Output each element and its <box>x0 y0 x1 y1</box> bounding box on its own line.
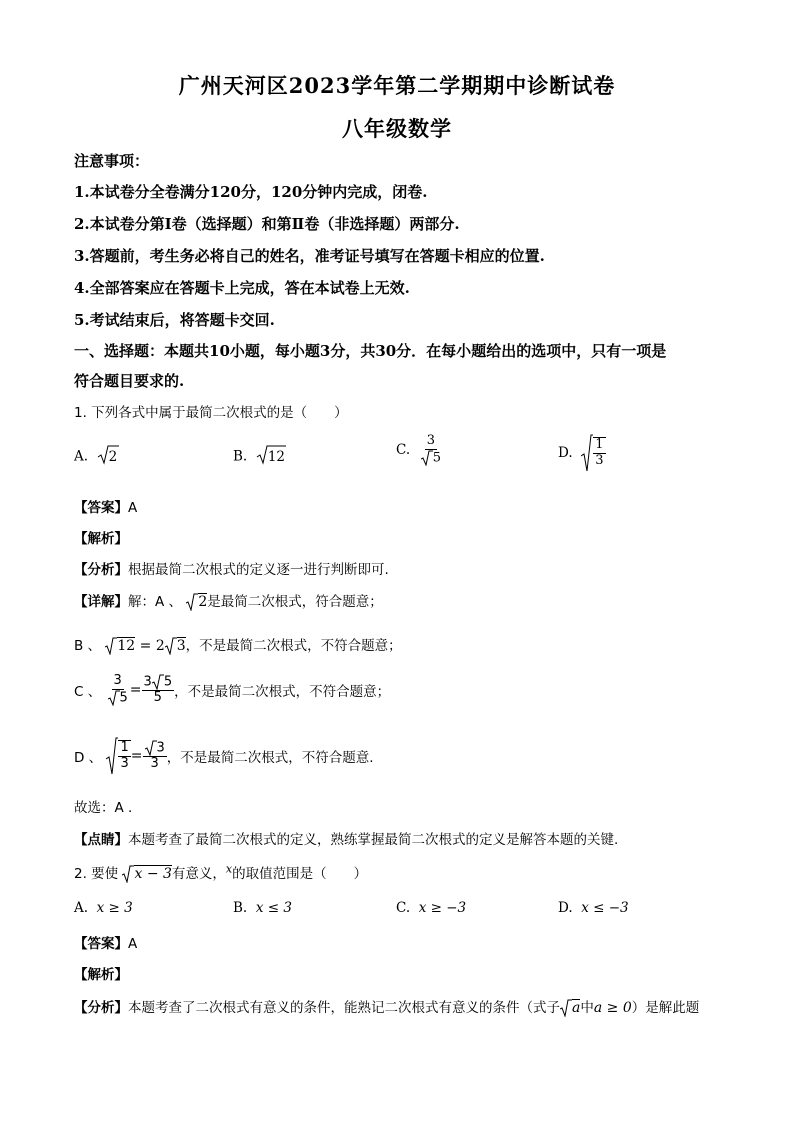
q2-fenxi-radicand: a <box>572 1000 581 1016</box>
q1-option-b-label: B. <box>233 448 248 465</box>
q1-option-c-numerator: 3 <box>426 433 436 448</box>
sqrt-icon <box>106 737 118 775</box>
q1-choose: 故选：A . <box>74 800 133 816</box>
q2-fenxi-post: ）是解此题 <box>631 1000 700 1016</box>
q1-analysis-tag <box>74 527 128 547</box>
q1-detail-d-frac1 <box>118 740 130 772</box>
q1-detail-b-post: ，不是最简二次根式，不符合题意； <box>185 638 402 654</box>
q1-detail-c-frac2 <box>142 674 175 706</box>
q1-answer-value: A <box>128 500 138 516</box>
sqrt-icon <box>421 450 433 466</box>
q1-dianjing <box>74 828 618 848</box>
sqrt-icon <box>186 593 198 611</box>
analysis-tag: 【解析】 <box>74 531 128 547</box>
exam-title: 广州天河区2023学年第二学期期中诊断试卷 <box>178 73 616 98</box>
q2-fenxi-mid: 中 <box>580 1000 594 1016</box>
notice-item-2: 2.本试卷分第Ⅰ卷（选择题）和第Ⅱ卷（非选择题）两部分. <box>74 215 460 233</box>
q2-fenxi-pre: 本题考查了二次根式有意义的条件，能熟记二次根式有意义的条件（式子 <box>128 1000 560 1016</box>
q1-option-b <box>233 444 285 470</box>
q1-option-d <box>558 434 606 472</box>
q1-option-a-radicand: 2 <box>108 448 118 465</box>
answer-tag: 【答案】 <box>74 936 128 952</box>
q2-option-b <box>233 900 292 916</box>
q1-fenxi <box>74 558 389 578</box>
q2-answer <box>74 932 137 952</box>
q2-stem-var: x <box>225 862 233 876</box>
q1-detail-b-radicand2: 3 <box>176 638 186 654</box>
q2-stem-pre: 2. 要使 <box>74 866 119 882</box>
sqrt-icon <box>581 434 593 472</box>
q1-detail-b-radicand1: 12 <box>117 638 136 654</box>
sqrt-icon <box>108 690 120 706</box>
exam-subtitle: 八年级数学 <box>342 116 452 141</box>
q1-option-a <box>74 444 117 470</box>
section1-line1: 一、选择题：本题共10小题，每小题3分，共30分．在每小题给出的选项中，只有一项是 <box>74 342 667 360</box>
q1-detail-c-num2-rad: 5 <box>163 674 173 690</box>
q2-option-d-text: x ≤ −3 <box>581 900 629 916</box>
answer-tag: 【答案】 <box>74 500 128 516</box>
q1-detail-a <box>74 590 383 611</box>
q2-option-d-label: D. <box>558 900 573 916</box>
q1-detail-c-num: 3 <box>113 673 122 688</box>
q1-detail-c-num2-coef: 3 <box>143 674 152 690</box>
q2-fenxi <box>74 996 699 1017</box>
q1-detail-d-num2-rad: 3 <box>156 740 165 756</box>
q2-stem <box>74 862 367 883</box>
q1-detail-c-frac1 <box>106 674 130 706</box>
fenxi-tag: 【分析】 <box>74 562 128 578</box>
q2-option-c-label: C. <box>396 900 411 916</box>
q2-option-b-text: x ≤ 3 <box>255 900 292 916</box>
q1-detail-a-pre: 解：A 、 <box>128 594 183 610</box>
q1-option-c-fraction <box>419 434 443 466</box>
q1-option-d-numerator: 1 <box>595 437 604 453</box>
q1-detail-d-eq: = <box>130 748 143 764</box>
section1-line2: 符合题目要求的. <box>74 372 185 390</box>
q1-detail-d-pre: D 、 <box>74 750 103 766</box>
sqrt-icon <box>122 865 134 883</box>
q2-option-b-label: B. <box>233 900 248 916</box>
q1-detail-c-post: ，不是最简二次根式，不符合题意； <box>174 684 391 701</box>
q1-detail-d <box>74 737 374 775</box>
notice-heading: 注意事项： <box>74 152 150 170</box>
q2-answer-value: A <box>128 936 138 952</box>
q1-option-c <box>396 434 443 466</box>
q1-stem: 1. 下列各式中属于最简二次根式的是（ ） <box>74 405 348 421</box>
sqrt-icon <box>560 999 572 1017</box>
analysis-tag: 【解析】 <box>74 967 128 983</box>
q2-option-a <box>74 900 133 916</box>
q1-detail-b-eq: = 2 <box>135 638 165 654</box>
q1-detail-d-den: 3 <box>120 756 129 771</box>
q1-detail-b-pre: B 、 <box>74 638 102 654</box>
q1-detail-a-post: 是最简二次根式，符合题意； <box>207 594 383 610</box>
q2-stem-mid: 有意义， <box>171 866 226 882</box>
q1-detail-b <box>74 634 402 655</box>
q1-fenxi-text: 根据最简二次根式的定义逐一进行判断即可. <box>128 562 389 578</box>
q1-option-d-denominator: 3 <box>595 453 604 468</box>
notice-item-5: 5.考试结束后，将答题卡交回. <box>74 311 275 329</box>
q1-detail-a-radicand: 2 <box>198 594 208 610</box>
detail-tag: 【详解】 <box>74 594 128 610</box>
q2-analysis-tag <box>74 963 128 983</box>
q1-detail-c-eq: = <box>129 682 142 699</box>
q2-option-d <box>558 900 629 916</box>
q1-option-b-radicand: 12 <box>267 448 285 465</box>
q2-stem-radicand: x − 3 <box>134 866 172 882</box>
q1-dianjing-text: 本题考查了最简二次根式的定义，熟练掌握最简二次根式的定义是解答本题的关键. <box>128 832 619 848</box>
notice-item-1: 1.本试卷分全卷满分120分，120分钟内完成，闭卷. <box>74 183 428 201</box>
q2-option-c-text: x ≥ −3 <box>418 900 467 916</box>
q1-option-c-denominator: 5 <box>432 450 442 466</box>
q1-detail-d-num: 1 <box>120 740 129 756</box>
sqrt-icon <box>145 740 157 756</box>
q2-fenxi-condition: a ≥ 0 <box>593 1000 632 1016</box>
q2-option-a-label: A. <box>74 900 89 916</box>
q1-detail-c <box>74 674 390 706</box>
q2-option-c <box>396 900 466 916</box>
fenxi-tag: 【分析】 <box>74 1000 128 1016</box>
q1-detail-d-frac2 <box>143 740 167 772</box>
q2-stem-post: 的取值范围是（ ） <box>232 866 368 882</box>
q1-detail-c-den2: 5 <box>153 690 162 706</box>
notice-item-4: 4.全部答案应在答题卡上完成，答在本试卷上无效. <box>74 279 410 297</box>
q1-option-a-label: A. <box>74 448 89 465</box>
q1-answer <box>74 496 137 516</box>
sqrt-icon <box>165 637 177 655</box>
sqrt-icon <box>105 637 117 655</box>
q1-detail-c-den: 5 <box>119 690 128 706</box>
q1-detail-c-pre: C 、 <box>74 684 102 701</box>
notice-item-3: 3.答题前，考生务必将自己的姓名，准考证号填写在答题卡相应的位置. <box>74 247 545 265</box>
sqrt-icon <box>152 674 164 690</box>
q2-option-a-text: x ≥ 3 <box>96 900 133 916</box>
q1-detail-d-post: ，不是最简二次根式，不符合题意. <box>166 750 374 766</box>
dianjing-tag: 【点睛】 <box>74 832 128 848</box>
q1-detail-d-den2: 3 <box>150 756 159 772</box>
q1-option-d-label: D. <box>558 445 573 461</box>
q1-option-d-fraction <box>593 437 605 469</box>
q1-option-c-label: C. <box>396 442 411 459</box>
